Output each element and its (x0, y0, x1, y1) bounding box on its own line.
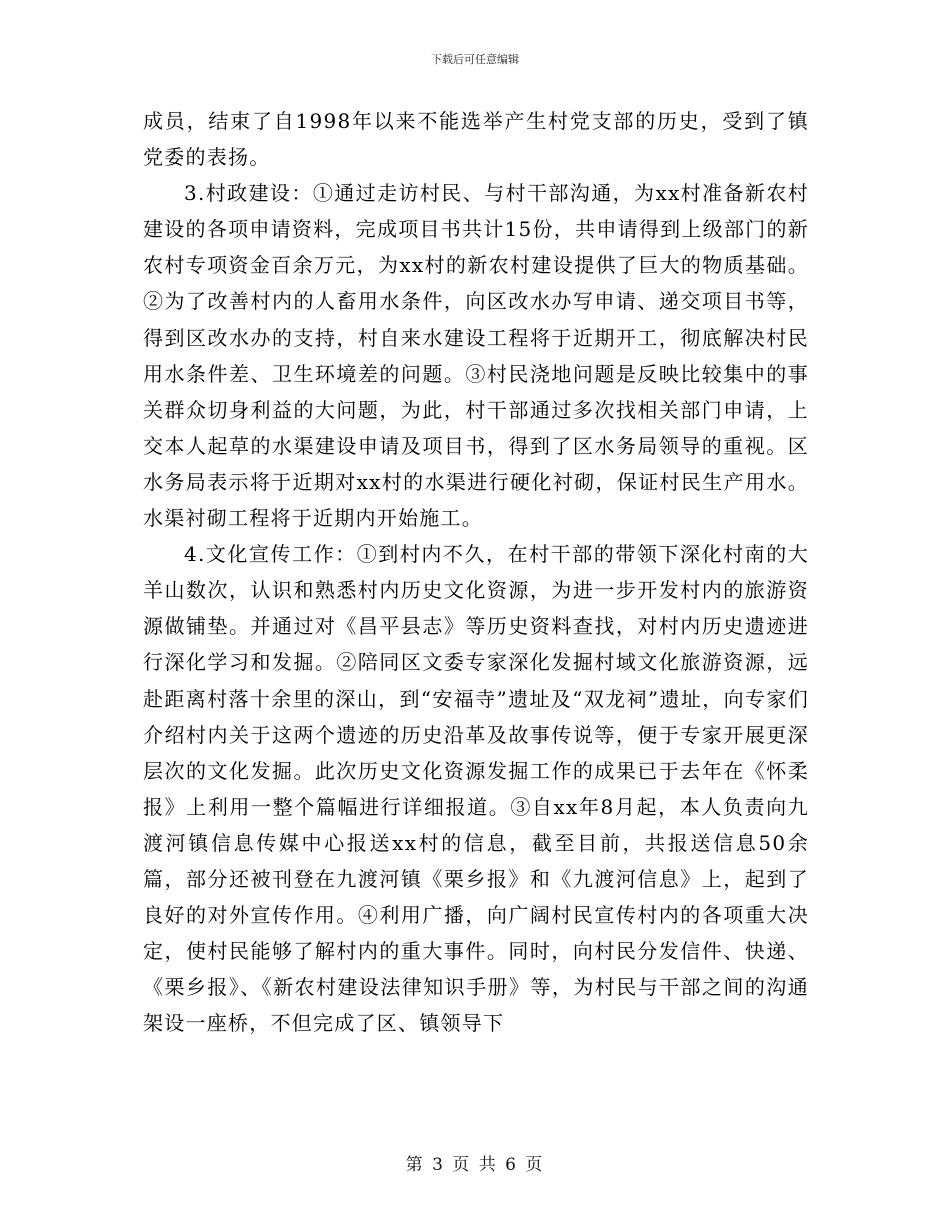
document-body (143, 103, 809, 1041)
paragraph-village-construction: 3.村政建设：①通过走访村民、与村干部沟通，为xx村准备新农村建设的各项申请资料，完成项目书共计15份，共申请得到上级部门的新农村专项资金百余万元，为xx村的新农村建设提供了巨大的物质基础。②为了改善村内的人畜用水条件，向区改水办写申请、递交项目书等，得到区改水办的支持，村自来水建设工程将于近期开工，彻底解决村民用水条件差、卫生环境差的问题。③村民浇地问题是反映比较集中的事关群众切身利益的大问题，为此，村干部通过多次找相关部门申请，上交本人起草的水渠建设申请及项目书，得到了区水务局领导的重视。区水务局表示将于近期对xx村的水渠进行硬化衬砌，保证村民生产用水。水渠衬砌工程将于近期内开始施工。 (143, 181, 809, 531)
paragraph-continuation: 成员，结束了自1998年以来不能选举产生村党支部的历史，受到了镇党委的表扬。 (143, 109, 809, 170)
page-header: 下载后可任意编辑 (431, 53, 519, 66)
page-number: 第 3 页 共 6 页 (405, 1155, 545, 1175)
paragraph-cultural-publicity: 4.文化宣传工作：①到村内不久，在村干部的带领下深化村南的大羊山数次，认识和熟悉村内历史文化资源，为进一步开发村内的旅游资源做铺垫。并通过对《昌平县志》等历史资料查找，对村内历史遗迹进行深化学习和发掘。②陪同区文委专家深化发掘村域文化旅游资源，远赴距离村落十余里的深山，到“安福寺”遗址及“双龙祠”遗址，向专家们介绍村内关于这两个遗迹的历史沿革及故事传说等，便于专家开展更深层次的文化发掘。此次历史文化资源发掘工作的成果已于去年在《怀柔报》上利用一整个篇幅进行详细报道。③自xx年8月起，本人负责向九渡河镇信息传媒中心报送xx村的信息，截至目前，共报送信息50余篇，部分还被刊登在九渡河镇《栗乡报》和《九渡河信息》上，起到了良好的对外宣传作用。④利用广播，向广阔村民宣传村内的各项重大决定，使村民能够了解村内的重大事件。同时，向村民分发信件、快递、《栗乡报》、《新农村建设法律知识手册》等，为村民与干部之间的沟通架设一座桥，不但完成了区、镇领导下 (143, 542, 809, 1036)
